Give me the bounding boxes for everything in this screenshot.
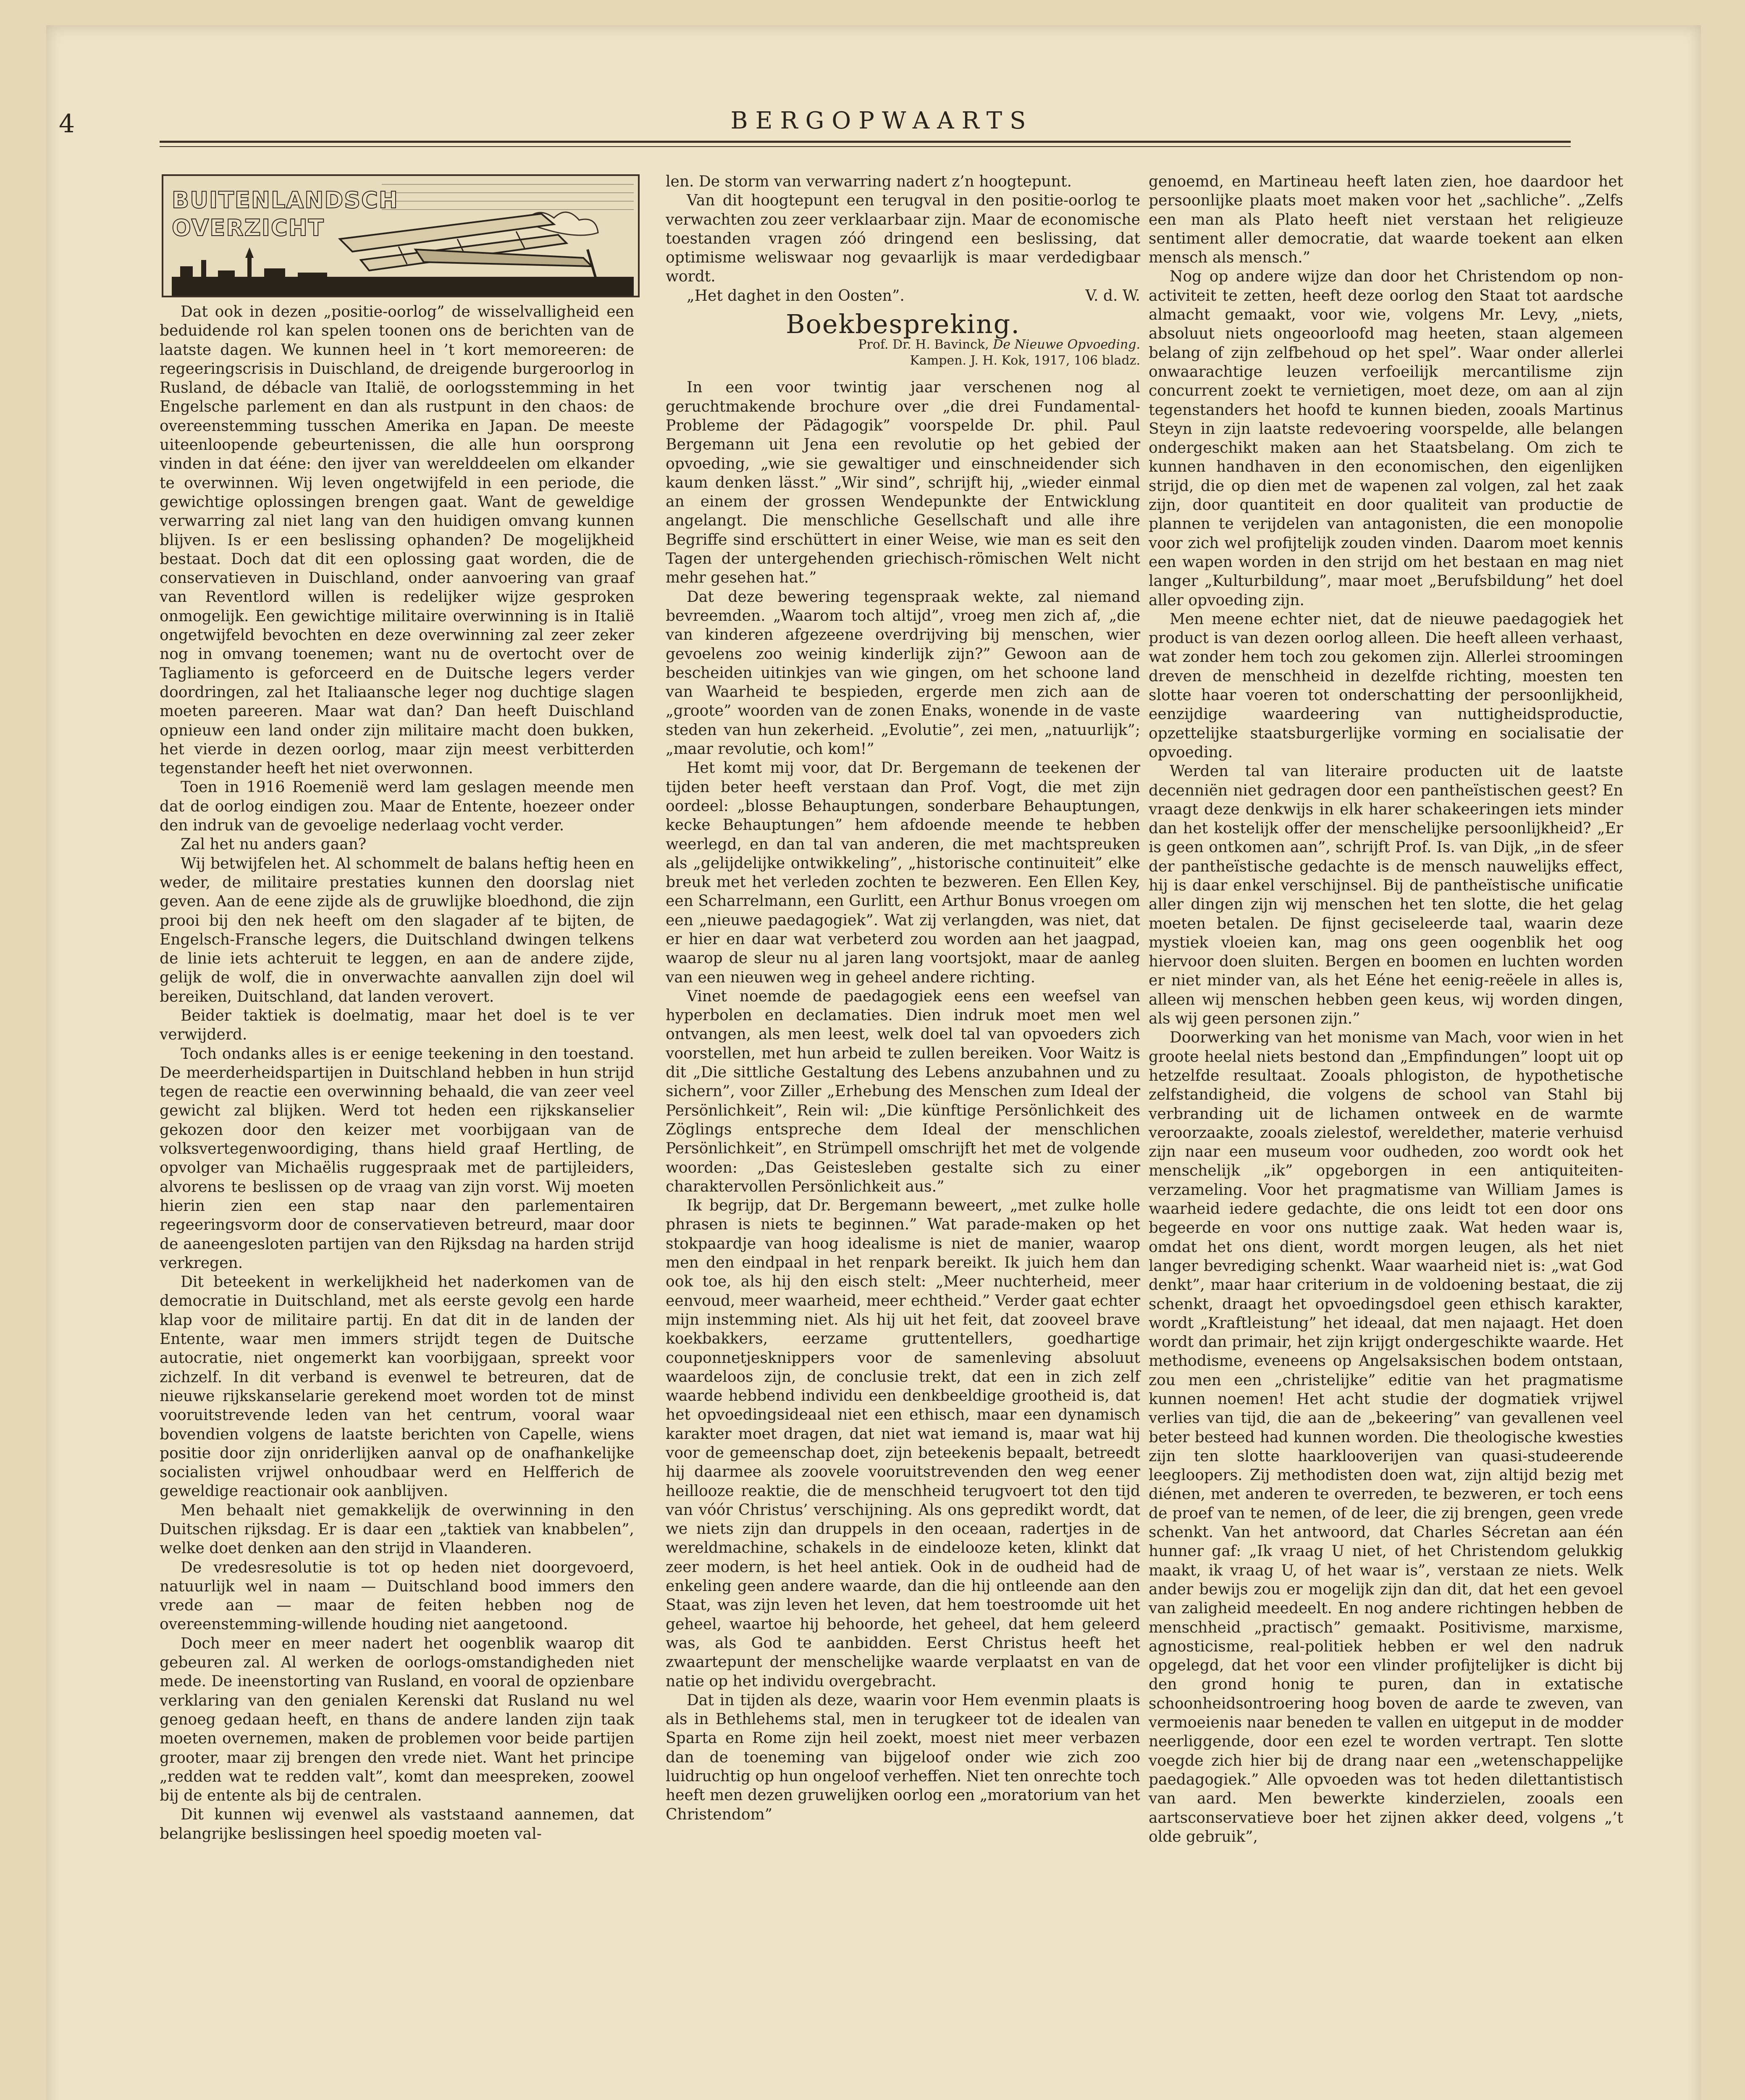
paragraph: Ik begrijp, dat Dr. Bergemann beweert, „met zulke holle phrasen is niets te beginnen.” Wat parade-maken op het stokpaardje van hoog idealisme is niet de manier, waarop men den eindpaal in het renpark bereikt. Ik juich hem dan ook toe, als hij den eisch stelt: „Meer nuchterheid, meer eenvoud, meer waarheid, meer echtheid.” Verder gaat echter mijn instemming niet. Als hij uit het feit, dat zooveel brave koekbakkers, eerzame gruttentellers, goedhartige couponnetjesknippers voor de samenleving absoluut waardeloos zijn, de conclusie trekt, dat een in zich zelf waarde hebbend individu een denkbeeldige grootheid is, dat het opvoedingsideaal niet een ethisch, maar een dynamisch karakter moet dragen, dat niet wat iemand is, maar wat hij voor de gemeenschap doet, zijn beteekenis bepaalt, betreedt hij daarmee als zoovele vooruitstrevenden den weg eener heillooze reaktie, die de menschheid terugvoert tot den tijd van vóór Christus’ verschijning. Als ons gepredikt wordt, dat we niets zijn dan druppels in den oceaan, radertjes in de wereldmachine, schakels in de eindelooze keten, klinkt dat zeer modern, is het heel antiek. Ook in de oudheid had de enkeling geen andere waarde, dan die hij ontleende aan den Staat, was zijn leven het leven, dat hem toestroomde uit het geheel, waartoe hij behoorde, het geheel, dat hem geleerd was, als God te aanbidden. Eerst Christus heeft het zwaartepunt der menschelijke waarde verplaatst en van de natie op het individu overgebracht. [666, 1197, 1140, 1690]
paragraph: Werden tal van literaire producten uit de laatste decenniën niet gedragen door een pantheïstischen geest? En vraagt deze denkwijs in elk harer schakeeringen iets minder dan het kostelijk offer der menschelijke persoonlijkheid? „Er is geen ontkomen aan”, schrijft Prof. Is. van Dijk, „in de sfeer der pantheïstische gedachte is de mensch nauwelijks effect, hij is daar enkel verschijnsel. Bij de pantheïstische unificatie aller dingen zijn wij menschen het ten slotte, die het gelag moeten betalen. De fijnst geciseleerde taal, waarin deze mystiek vloeien kan, mag ons geen oogenblik het oog hiervoor doen sluiten. Bergen en boomen en luchten worden er niet minder van, als het Eéne het eenig-reëele in alles is, alleen wij menschen hebben geen keus, wij worden dingen, als wij geen personen zijn.” [1149, 763, 1623, 1028]
page-number: 4 [59, 109, 75, 139]
paragraph: Zal het nu anders gaan? [181, 836, 367, 853]
paragraph: Wij betwijfelen het. Al schommelt de balans heftig heen en weder, de militaire prestaties kunnen den doorslag niet geven. Aan de eene zijde als de gruwlijke bloedhond, die zijn prooi bij den nek heeft om den slagader af te bijten, de Engelsch-Fransche legers, die Duitschland dwingen telkens de linie iets achteruit te leggen, en aan de andere zijde, gelijk de wolf, die in onverwachte aanvallen zijn doel wil bereiken, Duitschland, dat landen verovert. [160, 855, 634, 1005]
column-1 [160, 302, 634, 1843]
column-2 [666, 172, 1140, 1824]
paragraph: In een voor twintig jaar verschenen nog al geruchtmakende brochure over „die drei Fundamental-Probleme der Pädagogik” voorspelde Dr. phil. Paul Bergemann uit Jena een revolutie op het gebied der opvoeding, „wie sie gewaltiger und einschneidender sich kaum denken lässt.” „Wir sind”, schrijft hij, „wieder einmal an einem der grossen Wendepunkte der Entwicklung angelangt. Die menschliche Gesellschaft und alle ihre Begriffe sind erschüttert in einer Weise, wie man es seit den Tagen der untergehenden griechisch-römischen Welt nicht mehr gesehen hat.” [666, 379, 1140, 587]
closing-quote: „Het daghet in den Oosten”. [687, 287, 905, 304]
closing-line [666, 286, 1140, 305]
paragraph: Dit kunnen wij evenwel als vaststaand aannemen, dat belangrijke beslissingen heel spoedig moeten val- [160, 1806, 634, 1843]
paragraph: Nog op andere wijze dan door het Christendom op non-activiteit te zetten, heeft deze oorlog den Staat tot aardsche almacht gemaakt, voor wie, volgens Mr. Levy, „niets, absoluut niets ongeoorloofd mag heeten, staan algemeen belang of zijn zelfbehoud op het spel”. Waar onder allerlei onwaarachtige leuzen verfoeilijk mercantilisme zijn concurrent zoekt te vernietigen, moet deze, om aan al zijn tegenstanders het hoofd te kunnen bieden, zooals Martinus Steyn in zijn laatste redevoering voorspelde, alle belangen ondergeschikt maken aan het Staatsbelang. Om zich te kunnen handhaven in den economischen, den eigenlijken strijd, die op dien met de wapenen zal volgen, zal het zaak zijn, door quantiteit en door qualiteit van productie de plannen te verijdelen van antagonisten, die een monopolie voor zich wel profijtelijk zouden vinden. Daarom moet kennis een wapen worden in den strijd om het bestaan en mag niet langer „Kulturbildung”, maar moet „Berufsbildung” het doel aller opvoeding zijn. [1149, 268, 1623, 609]
rubric-title-line2: OVERZICHT [172, 215, 325, 241]
paragraph: Doorwerking van het monisme van Mach, voor wien in het groote heelal niets bestond dan „Empfindungen” loopt uit op hetzelfde resultaat. Zooals phlogiston, de hypothetische zelfstandigheid, die volgens de school van Stahl bij verbranding uit de lichamen ontweek en de warmte veroorzaakte, zooals zielestof, wereldether, materie verhuisd zijn naar een museum voor oudheden, zoo wordt ook het menschelijk „ik” opgeborgen in een antiquiteiten-verzameling. Voor het pragmatisme van William James is waarheid iedere gedachte, die ons leidt tot een door ons begeerde en voor ons nuttige zaak. Wat heden waar is, omdat het ons dient, wordt morgen leugen, als het niet langer bevrediging schenkt. Waar waarheid niet is: „wat God denkt”, maar haar criterium in de voldoening bestaat, die zij schenkt, draagt het opvoedingsdoel geen ethisch karakter, wordt „Kraftleistung” het ideaal, dat men najaagt. Het doen wordt dan primair, het zijn krijgt ondergeschikte waarde. Het methodisme, eveneens op Angelsaksischen bodem ontstaan, zou men een „christelijke” editie van het pragmatisme kunnen noemen! Het acht studie der dogmatiek vrijwel verlies van tijd, die aan de „bekeering” van gevallenen veel beter besteed had kunnen worden. Die theologische kwesties zijn ten slotte haarklooverijen van quasi-studeerende leegloopers. Zij methodisten doen wat, zijn altijd bezig met diénen, met anderen te overreden, te bezweren, er toch eens de proef van te nemen, of de leer, die zij brengen, geen vrede schenkt. Van het antwoord, dat Charles Sécretan aan één hunner gaf: „Ik vraag U niet, of het Christendom gelukkig maakt, ik vraag U, of het waar is”, verstaan ze niets. Welk ander bewijs zou er mogelijk zijn dan dit, dat het een gevoel van zaligheid meedeelt. En nog andere richtingen hebben de menschheid „practisch” gemaakt. Positivisme, marxisme, agnosticisme, real-politiek hebben er wel den nadruk opgelegd, dat het voor een vlinder profijtelijker is dicht bij den grond honig te puren, dan in extatische schoonheidsontroering hoog boven de aarde te zweven, van vermoeienis naar beneden te vallen en uitgeput in de modder neerliggende, door een ezel te worden vertrapt. Ten slotte voegde zich hier bij de drang naar een „wetenschappelijke paedagogiek.” Alle opvoeden was tot heden dilettantistisch van aard. Men bewerkte kinderzielen, zooals een aartsconservatieve boer het zijnen akker deed, volgens „’t olde gebruik”, [1149, 1029, 1623, 1845]
column-3 [1149, 172, 1623, 1846]
paragraph: Toen in 1916 Roemenië werd lam geslagen meende men dat de oorlog eindigen zou. Maar de Entente, hoezeer onder den indruk van de gevoelige nederlaag vocht verder. [160, 779, 634, 835]
paragraph: Dat ook in dezen „positie-oorlog” de wisselvalligheid een beduidende rol kan spelen toonen ons de berichten van de laatste dagen. We kunnen heel in ’t kort memoreeren: de regeeringscrisis in Duischland, de dreigende burgeroorlog in Rusland, de débacle van Italië, de oorlogsstemming in het Engelsche parlement en dan als rustpunt in den chaos: de overeenstemming tusschen Amerika en Japan. De meeste uiteenloopende gebeurtenissen, die alle hun oorsprong vinden in dat ééne: den ijver van werelddeelen om elkander te overwinnen. Wij leven ongetwijfeld in een periode, die gewichtige oplossingen brengen gaat. Want de geweldige verwarring zal niet lang van den huidigen omvang kunnen blijven. Is er een beslissing ophanden? De mogelijkheid bestaat. Doch dat dit een oplossing gaat worden, die de conservatieven in Duischland, onder aanvoering van graaf van Reventlord willen is redelijker wijze gesproken onmogelijk. Een gewichtige militaire overwinning is in Italië ongetwijfeld bevochten en deze overwinning zal zeer zeker nog in omvang toenemen; want nu de overtocht over de Tagliamento is geforceerd en de Duitsche legers verder doordringen, zal het Italiaansche leger nog duchtige slagen moeten pareeren. Maar wat dan? Dan heeft Duischland opnieuw een land onder zijn militaire macht doen bukken, het vierde in dezen oorlog, maar zijn meest verbitterden tegenstander heeft het niet overwonnen. [160, 303, 634, 777]
citation-work: De Nieuwe Opvoeding. [993, 337, 1140, 352]
paragraph: Men meene echter niet, dat de nieuwe paedagogiek het product is van dezen oorlog alleen. Die heeft alleen verhaast, wat zonder hem toch zou gekomen zijn. Allerlei stroomingen dreven de menschheid in dezelfde richting, moesten ten slotte haar voeren tot onderschatting der persoonlijkheid, eenzijdige waardeering van nuttigheidsproductie, opzettelijke staatsburgerlijke vorming en socialisatie der opvoeding. [1149, 610, 1623, 761]
rubric-title [172, 186, 399, 242]
paragraph: Doch meer en meer nadert het oogenblik waarop dit gebeuren zal. Al werken de oorlogs-omstandigheden niet mede. De ineenstorting van Rusland, en vooral de opzienbare verklaring van den genialen Kerenski dat Rusland nu wel genoeg gedaan heeft, en thans de andere landen zijn taak moeten overnemen, maken de problemen voor beide partijen grooter, maar zij brengen den vrede niet. Want het principe „redden wat te redden valt”, komt dan meespreken, zoowel bij de entente als bij de centralen. [160, 1635, 634, 1805]
citation-author: Prof. Dr. H. Bavinck, [858, 337, 989, 352]
paragraph: Beider taktiek is doelmatig, maar het doel is te ver verwijderd. [160, 1007, 634, 1044]
rubric-banner [162, 174, 640, 297]
header-rule-bottom [160, 146, 1571, 147]
citation-publisher: Kampen. J. H. Kok, 1917, 106 bladz. [910, 353, 1140, 368]
paragraph: Het komt mij voor, dat Dr. Bergemann de teekenen der tijden beter heeft verstaan dan Prof. Vogt, die met zijn oordeel: „blosse Behauptungen, sonderbare Behauptungen, kecke Behauptungen” hem afdoende meende te hebben weerlegd, en dan tal van anderen, die met machtspreuken als „gelijdelijke ontwikkeling”, „historische continuiteit” elke breuk met het verleden zochten te bezweren. Een Ellen Key, een Scharrelmann, een Gurlitt, een Arthur Bonus vroegen om een „nieuwe paedagogiek”. Wat zij verlangden, was niet, dat er hier en daar wat verbeterd zou worden aan het jaagpad, waarop de sleur nu al jaren lang voortsjokt, maar de aanleg van een nieuwen weg in geheel andere richting. [666, 759, 1140, 986]
paragraph: genoemd, en Martineau heeft laten zien, hoe daardoor het persoonlijke plaats moet maken voor het „sachliche”. „Zelfs een man als Plato heeft niet verstaan het religieuze sentiment aller democratie, dat waarde toekent aan elken mensch als mensch.” [1149, 173, 1623, 267]
review-title: Boekbespreking. [785, 309, 1021, 340]
paragraph: Dit beteekent in werkelijkheid het naderkomen van de democratie in Duitschland, met als eerste gevolg een harde klap voor de militaire partij. En dat dit in de landen der Entente, waar men immers strijdt tegen de Duitsche autocratie, niet ongemerkt kan voorbijgaan, spreekt voor zichzelf. In dit verband is evenwel te betreuren, dat de nieuwe rijkskanselarie gerekend moet worden tot de minst vooruitstrevende leden van het centrum, vooral waar bovendien volgens de laatste berichten von Capelle, wiens positie door zijn onriderlijken aanval op de onafhankelijke socialisten vrijwel onhoudbaar werd en Helfferich de geweldige reactionair ook aanblijven. [160, 1273, 634, 1500]
paragraph: Dat in tijden als deze, waarin voor Hem evenmin plaats is als in Bethlehems stal, men in terugkeer tot de idealen van Sparta en Rome zijn heil zoekt, moest niet meer verbazen dan de toeneming van bijgeloof onder wie zich zoo luidruchtig op hun ongeloof verheffen. Niet ten onrechte toch heeft men dezen gruwelijken oorlog een „moratorium van het Christendom” [666, 1691, 1140, 1823]
review-citation [666, 337, 1140, 369]
paragraph: Dat deze bewering tegenspraak wekte, zal niemand bevreemden. „Waarom toch altijd”, vroeg men zich af, „die van kinderen afgezeene overdrijving bij menschen, wier gevoelens zoo weinig kinderlijk zijn?” Gewoon aan de bescheiden uitinkjes van wie gingen, om het schoone land van Waarheid te bespieden, ergerde men zich aan de „groote” woorden van de zonen Enaks, wonende in de vaste steden van hun zekerheid. „Evolutie”, zei men, „natuurlijk”; „maar revolutie, och kom!” [666, 588, 1140, 758]
paragraph: Vinet noemde de paedagogiek eens een weefsel van hyperbolen en declamaties. Dien indruk moet men wel ontvangen, als men leest, welk doel tal van opvoeders zich voorstellen, met hun arbeid te zullen bereiken. Voor Waitz is dit „Die sittliche Gestaltung des Lebens anzubahnen und zu sichern”, voor Ziller „Erhebung des Menschen zum Ideal der Persönlichkeit”, Rein wil: „Die künftige Persönlichkeit des Zöglings entspreche dem Ideal der menschlichen Persönlichkeit”, en Strümpell omschrijft het met de volgende woorden: „Das Geistesleben gestalte sich zu einer charaktervollen Persönlichkeit aus.” [666, 987, 1140, 1195]
paragraph: len. De storm van verwarring nadert z’n hoogtepunt. [666, 173, 1072, 190]
paragraph: Van dit hoogtepunt een terugval in den positie-oorlog te verwachten zou zeer verklaarbaar zijn. Maar de economische toestanden vragen zóó dringend een beslissing, dat optimisme weliswaar nog gevaarlijk is maar verdedigbaar wordt. [666, 192, 1140, 286]
paragraph: Toch ondanks alles is er eenige teekening in den toestand. De meerderheidspartijen in Duitschland hebben in hun strijd tegen de reactie een overwinning behaald, die van zeer veel gewicht zal blijken. Werd tot heden een rijkskanselier gekozen door den keizer met voorbijgaan van de volksvertegenwoordiging, thans hield graaf Hertling, de opvolger van Michaëlis ruggespraak met de partijleiders, alvorens te beslissen op de vraag van zijn vorst. Wij moeten hierin zien een stap naar den parlementairen regeeringsvorm door de conservatieven betreurd, maar door de aaneengesloten partijen van den Rijksdag na harden strijd verkregen. [160, 1045, 634, 1272]
paragraph: De vredesresolutie is tot op heden niet doorgevoerd, natuurlijk wel in naam — Duitschland bood immers den vrede aan — maar de feiten hebben nog de overeenstemming-willende houding niet aangetoond. [160, 1559, 634, 1633]
rubric-title-line1: BUITENLANDSCH [172, 187, 399, 213]
signature: V. d. W. [1085, 287, 1140, 304]
paragraph: Men behaalt niet gemakkelijk de overwinning in den Duitschen rijksdag. Er is daar een „taktiek van knabbelen”, welke doet denken aan den strijd in Vlaanderen. [160, 1502, 634, 1557]
masthead: BERGOPWAARTS [730, 107, 1034, 134]
header-rule-top [160, 141, 1571, 143]
